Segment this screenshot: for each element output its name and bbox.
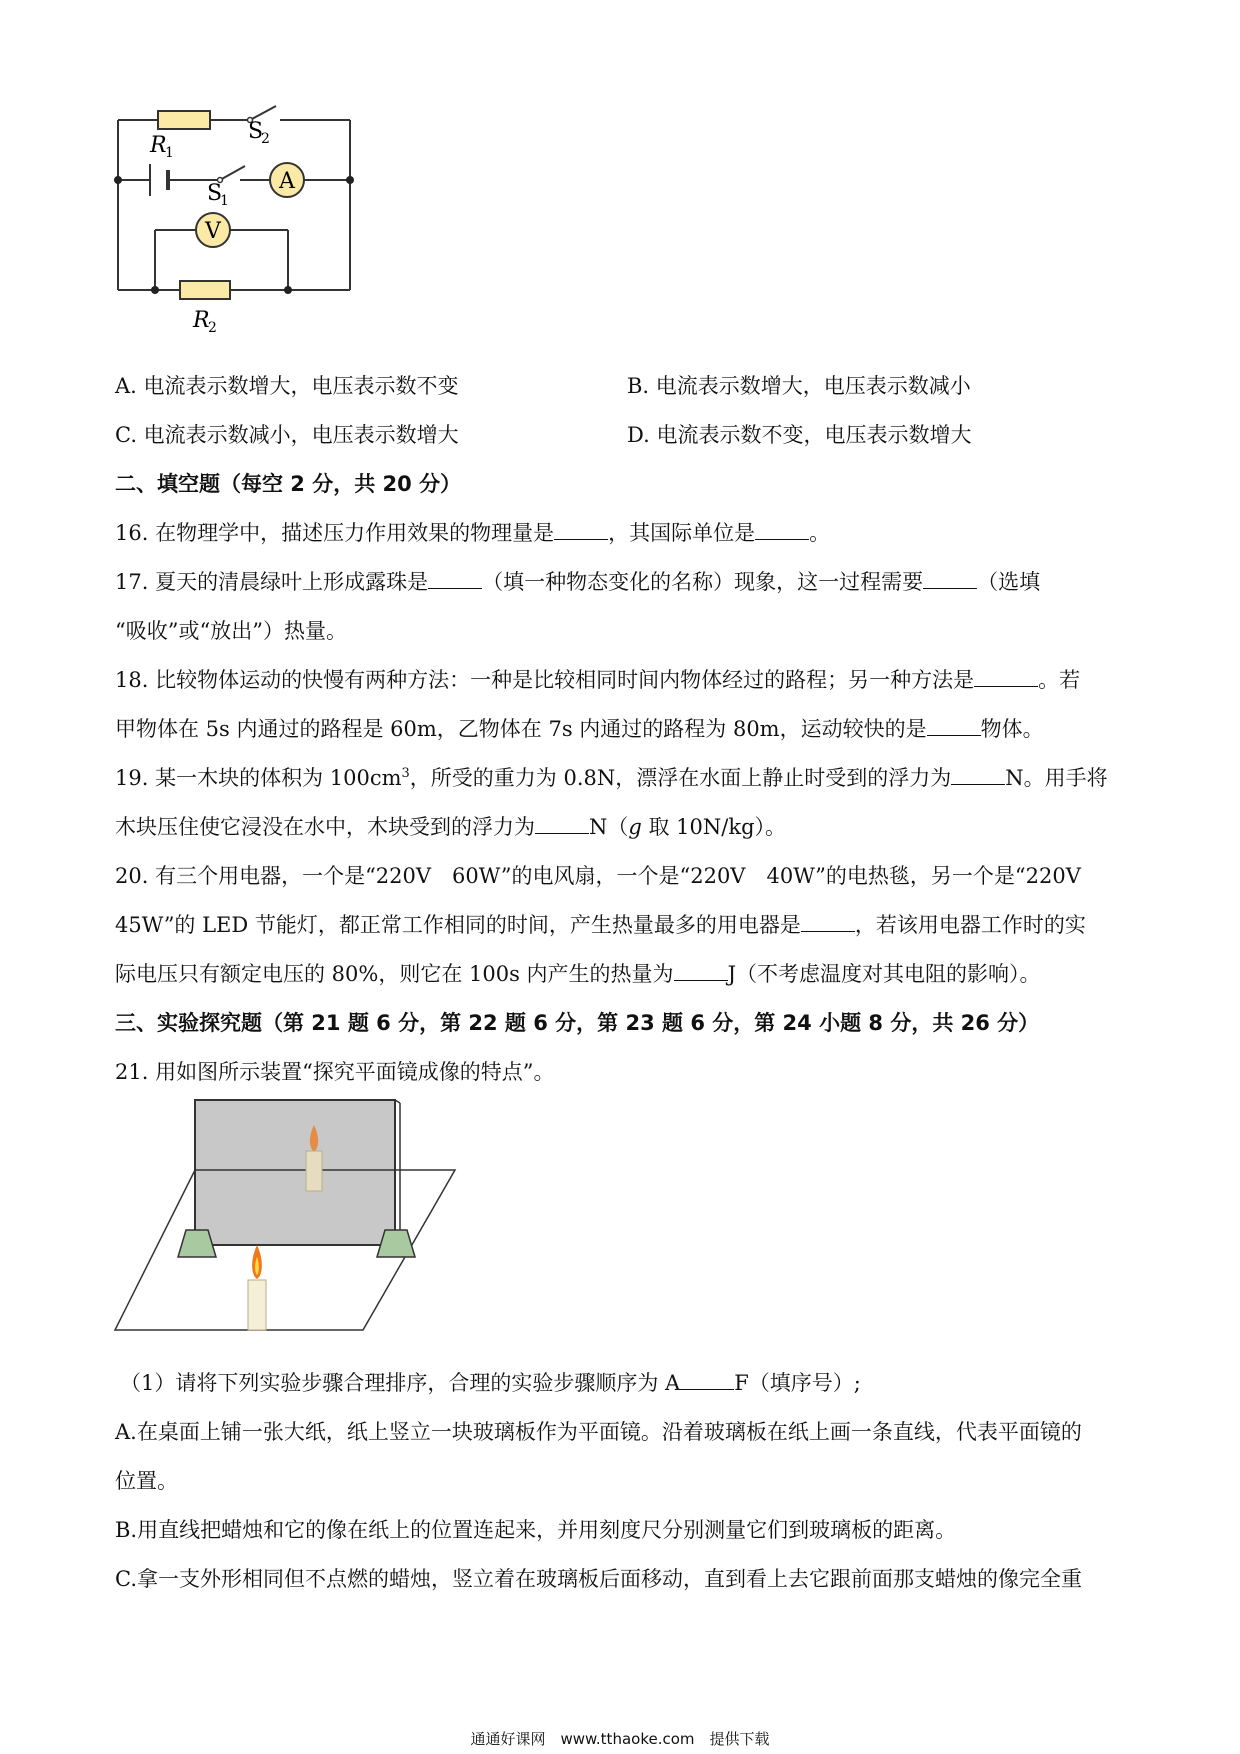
question-18-line-1: 18. 比较物体运动的快慢有两种方法：一种是比较相同时间内物体经过的路程；另一种方法是 。若 [115,668,1081,692]
node [284,286,292,294]
resistor-r2 [180,281,230,299]
s2-subscript: 2 [261,131,270,147]
answer-blank [680,1371,734,1390]
question-17-line-1: 17. 夏天的清晨绿叶上形成露珠是 （填一种物态变化的名称）现象，这一过程需要 （选填 [115,570,1041,594]
question-20-line-3: 际电压只有额定电压的 80%，则它在 100s 内产生的热量为 J（不考虑温度对其电阻的影响）。 [115,962,1041,986]
ammeter-label: A [279,169,295,194]
step-b: B.用直线把蜡烛和它的像在纸上的位置连起来，并用刻度尺分别测量它们到玻璃板的距离。 [115,1518,957,1542]
node [346,176,354,184]
r1-subscript: 1 [165,145,174,161]
section-2-title: 二、填空题（每空 2 分，共 20 分） [115,472,462,496]
answer-blank [428,570,482,589]
option-a: A. 电流表示数增大，电压表示数不变 [115,374,459,398]
question-21-intro: 21. 用如图所示装置“探究平面镜成像的特点”。 [115,1060,555,1084]
question-18-line-2: 甲物体在 5s 内通过的路程是 60m，乙物体在 7s 内通过的路程为 80m，运动较快的是 物体。 [115,717,1044,741]
mirror-experiment-diagram [110,1095,470,1345]
s1-subscript: 1 [220,193,229,209]
node [151,286,159,294]
answer-blank [951,766,1005,785]
question-16: 16. 在物理学中，描述压力作用效果的物理量是 ，其国际单位是 。 [115,521,831,545]
candle-front [248,1280,266,1330]
node [114,176,122,184]
answer-blank [755,521,809,540]
question-17-line-2: “吸收”或“放出”）热量。 [115,619,347,643]
question-20-line-1: 20. 有三个用电器，一个是“220V 60W”的电风扇，一个是“220V 40W”的电热毯，另一个是“220V [115,864,1081,888]
candle-image [306,1151,322,1191]
answer-blank [535,815,589,834]
option-c: C. 电流表示数减小，电压表示数增大 [115,423,459,447]
step-a-line-1: A.在桌面上铺一张大纸，纸上竖立一块玻璃板作为平面镜。沿着玻璃板在纸上画一条直线，代表平面镜的 [115,1420,1082,1444]
glass-plate [195,1100,395,1245]
resistor-r1 [158,111,210,129]
step-c: C.拿一支外形相同但不点燃的蜡烛，竖立着在玻璃板后面移动，直到看上去它跟前面那支蜡烛的像完全重 [115,1567,1082,1591]
r2-label: R [193,308,210,333]
option-d: D. 电流表示数不变，电压表示数增大 [627,423,972,447]
question-19-line-1: 19. 某一木块的体积为 $100cm^3$，所受的重力为 0.8N，漂浮在水面上静止时受到的浮力为 N。用手将 [115,766,1108,790]
step-a-line-2: 位置。 [115,1469,178,1493]
voltmeter-label: V [205,219,221,244]
s1-label: S [207,181,223,206]
answer-blank [923,570,977,589]
question-21-part-1: （1）请将下列实验步骤合理排序，合理的实验步骤顺序为 A F（填序号）; [120,1371,861,1395]
answer-blank [554,521,608,540]
answer-blank [674,962,728,981]
question-20-line-2: 45W”的 LED 节能灯，都正常工作相同的时间，产生热量最多的用电器是 ，若该用电器工作时的实 [115,913,1086,937]
section-3-title: 三、实验探究题（第 21 题 6 分，第 22 题 6 分，第 23 题 6 分，第 24 小题 8 分，共 26 分） [115,1011,1040,1035]
r2-subscript: 2 [208,320,217,336]
option-b: B. 电流表示数增大，电压表示数减小 [627,374,971,398]
answer-blank [927,717,981,736]
circuit-diagram [100,90,380,355]
footer: 通通好课网 www.tthaoke.com 提供下载 [470,1730,770,1748]
s2-label: S [248,119,264,144]
question-19-line-2: 木块压住使它浸没在水中，木块受到的浮力为 N（g 取 10N/kg）。 [115,815,787,839]
answer-blank [974,668,1038,687]
r1-label: R [150,133,167,158]
answer-blank [801,913,855,932]
